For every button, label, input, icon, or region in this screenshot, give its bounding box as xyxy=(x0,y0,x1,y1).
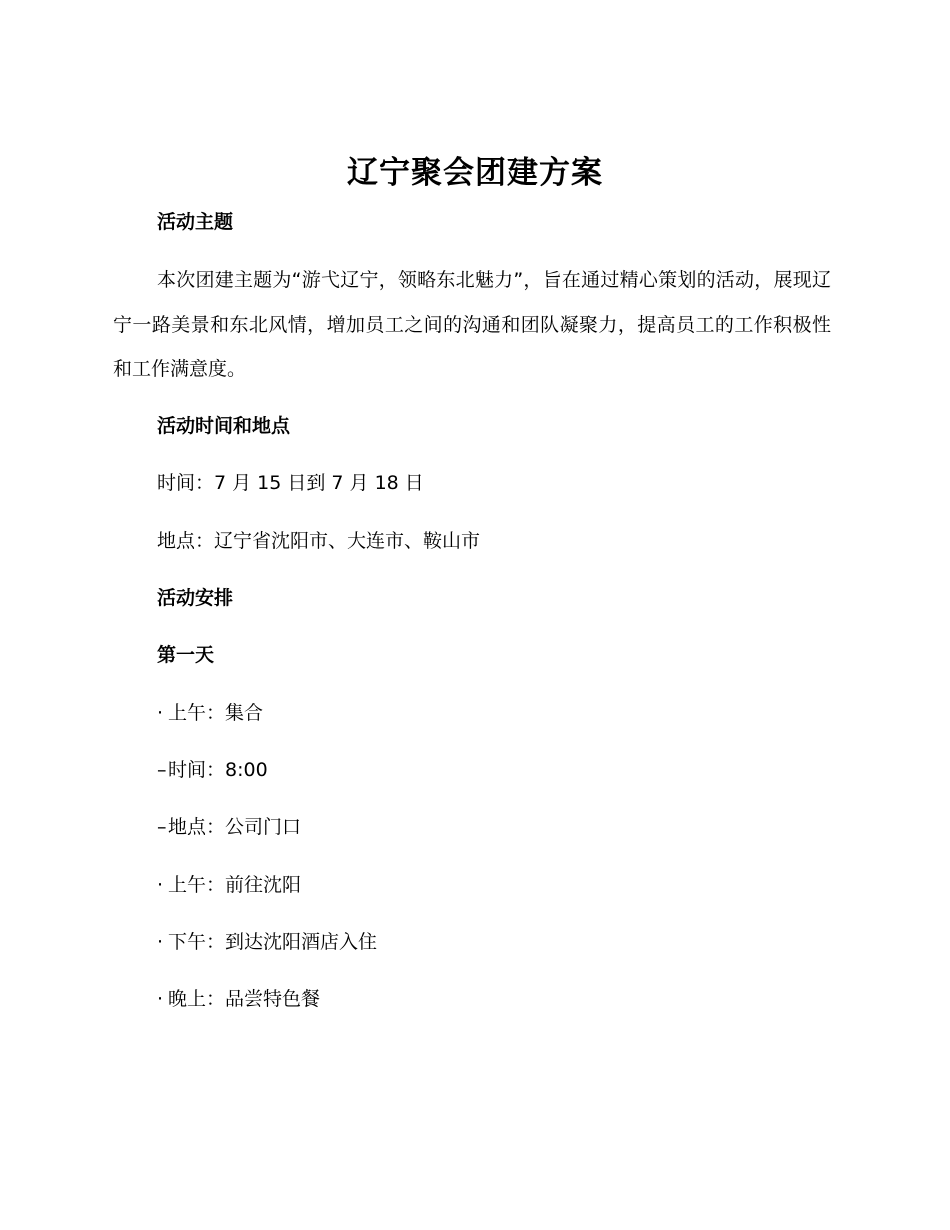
schedule-item-text: 时间：8:00 xyxy=(168,759,268,781)
schedule-item-text: 地点：公司门口 xyxy=(168,816,302,838)
schedule-subitem xyxy=(157,813,301,841)
document-title: 辽宁聚会团建方案 xyxy=(347,155,603,191)
bullet-marker: · xyxy=(157,702,164,724)
schedule-item-text: 晚上：品尝特色餐 xyxy=(168,988,321,1010)
schedule-item-text: 上午：集合 xyxy=(168,702,264,724)
schedule-item xyxy=(157,928,377,956)
event-time: 时间：7 月 15 日到 7 月 18 日 xyxy=(157,472,424,494)
section-heading-theme: 活动主题 xyxy=(157,211,234,233)
schedule-item xyxy=(157,699,263,727)
bullet-marker: · xyxy=(157,931,164,953)
theme-paragraph xyxy=(113,258,831,392)
dash-marker: – xyxy=(157,759,167,781)
day-one-heading: 第一天 xyxy=(157,644,215,666)
event-place: 地点：辽宁省沈阳市、大连市、鞍山市 xyxy=(157,530,481,552)
schedule-item xyxy=(157,871,301,899)
schedule-item-text: 上午：前往沈阳 xyxy=(168,874,302,896)
section-heading-time-place: 活动时间和地点 xyxy=(157,415,291,437)
dash-marker: – xyxy=(157,816,167,838)
schedule-item xyxy=(157,985,320,1013)
bullet-marker: · xyxy=(157,874,164,896)
schedule-subitem xyxy=(157,756,268,784)
section-heading-schedule: 活动安排 xyxy=(157,587,234,609)
theme-paragraph-text: 本次团建主题为“游弋辽宁，领略东北魅力”，旨在通过精心策划的活动，展现辽宁一路美景和东北风情，增加员工之间的沟通和团队凝聚力，提高员工的工作积极性和工作满意度。 xyxy=(113,269,831,380)
schedule-item-text: 下午：到达沈阳酒店入住 xyxy=(168,931,378,953)
bullet-marker: · xyxy=(157,988,164,1010)
